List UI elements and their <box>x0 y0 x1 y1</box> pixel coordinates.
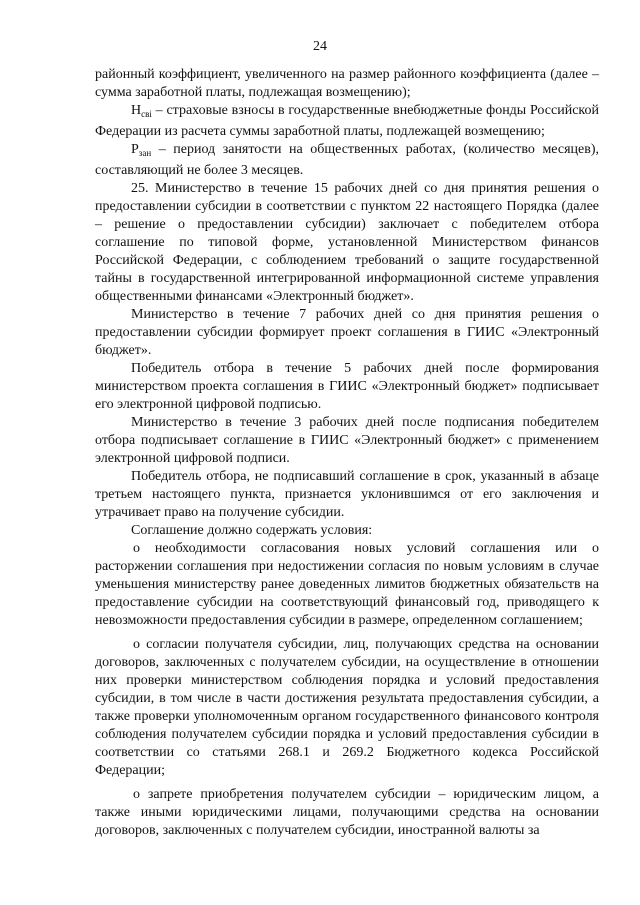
paragraph-winner-signs: Победитель отбора в течение 5 рабочих дней после формирования министерством проекта соглашения в ГИИС «Электронный бюджет» подписывает его электронной цифровой подписью. <box>95 361 599 412</box>
formula-subscript-zan: зан <box>138 148 152 158</box>
paragraph-draft-agreement: Министерство в течение 7 рабочих дней со дня принятия решения о предоставлении субсидии формирует проект соглашения в ГИИС «Электронный бюджет». <box>95 307 599 358</box>
page-number: 24 <box>313 39 327 54</box>
paragraph-employment-text: – период занятости на общественных работах, (количество месяцев), составляющий не более 3 месяцев. <box>95 142 599 178</box>
paragraph-employment-period <box>95 141 599 180</box>
paragraph-clause-25: 25. Министерство в течение 15 рабочих дней со дня принятия решения о предоставлении субсидии в соответствии с пунктом 22 настоящего Порядка (далее – решение о предоставлении субсидии) заключает с победителем отбора соглашение по типовой форме, установленной Министерством финансов Российской Федерации, с соблюдением требований о защите государственной тайны в государственной интегрированной информационной системе управления общественными финансами «Электронный бюджет». <box>95 181 599 304</box>
paragraph-condition-consent: о согласии получателя субсидии, лиц, получающих средства на основании договоров, заключенных с получателем субсидии, на осуществление в отношении них проверки министерством соблюдения порядка и условий предоставления субсидии, в том числе в части достижения результата предоставления субсидии, а также проверки уполномоченным органом государственного финансового контроля соблюдения получателем субсидии порядка и условий предоставления субсидии в соответствии со статьями 268.1 и 269.2 Бюджетного кодекса Российской Федерации; <box>95 637 599 778</box>
formula-subscript-svi: сві <box>141 109 152 119</box>
paragraph-condition-currency-ban: о запрете приобретения получателем субсидии – юридическим лицом, а также иными юридическими лицами, получающими средства на основании договоров, заключенных с получателем субсидии, иностранной валюты за <box>95 787 599 838</box>
paragraph-evasion: Победитель отбора, не подписавший соглашение в срок, указанный в абзаце третьем настоящего пункта, признается уклонившимся от его заключения и утрачивает право на получение субсидии. <box>95 469 599 520</box>
document-body <box>95 66 599 840</box>
paragraph-condition-new-terms: о необходимости согласования новых условий соглашения или о расторжении соглашения при недостижении согласия по новым условиям в случае уменьшения министерству ранее доведенных лимитов бюджетных обязательств на предоставление субсидии на соответствующий финансовый год, приводящего к невозможности предоставления субсидии в размере, определенном соглашением; <box>95 541 599 628</box>
formula-symbol-n: Н <box>131 103 142 118</box>
paragraph-coefficient-continuation: районный коэффициент, увеличенного на размер районного коэффициента (далее – сумма заработной платы, подлежащая возмещению); <box>95 67 599 100</box>
paragraph-conditions-heading: Соглашение должно содержать условия: <box>131 523 373 538</box>
paragraph-insurance-text: – страховые взносы в государственные внебюджетные фонды Российской Федерации из расчета суммы заработной платы, подлежащей возмещению; <box>95 103 599 139</box>
paragraph-insurance-contributions <box>95 102 599 141</box>
paragraph-ministry-signs: Министерство в течение 3 рабочих дней после подписания победителем отбора подписывает соглашение в ГИИС «Электронный бюджет» с применением электронной цифровой подписи. <box>95 415 599 466</box>
formula-symbol-r: Р <box>131 142 139 157</box>
